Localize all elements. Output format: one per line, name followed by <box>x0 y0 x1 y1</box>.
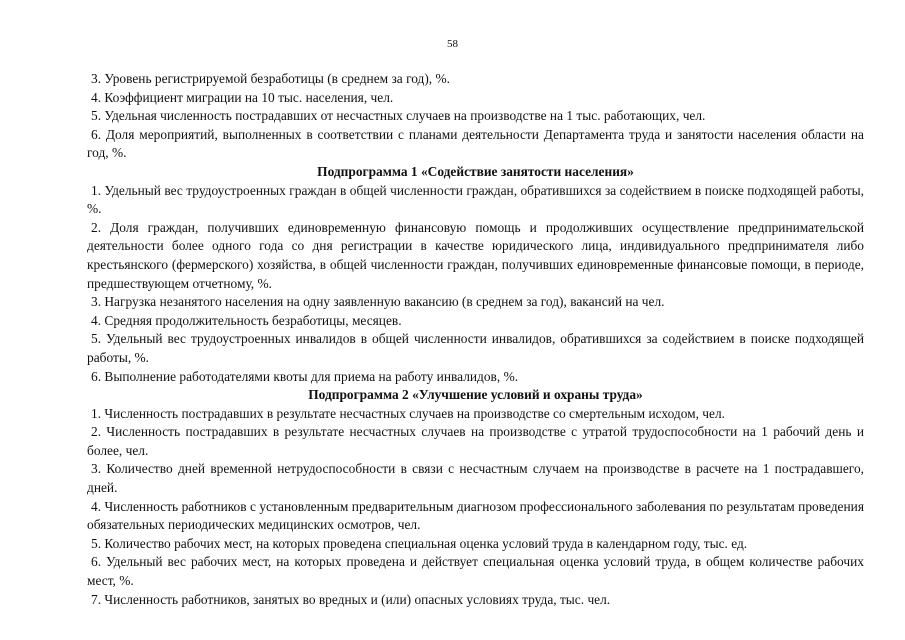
subprogram1-heading: Подпрограмма 1 «Содействие занятости населения» <box>317 163 634 179</box>
intro-item-6: 6. Доля мероприятий, выполненных в соответствии с планами деятельности Департамента труда и занятости населения области на год, %. <box>87 126 864 161</box>
subprogram2-item-7: 7. Численность работников, занятых во вредных и (или) опасных условиях труда, тыс. чел. <box>91 591 611 607</box>
subprogram2-item-5: 5. Количество рабочих мест, на которых проведена специальная оценка условий труда в календарном году, тыс. ед. <box>91 535 748 551</box>
subprogram2-heading: Подпрограмма 2 «Улучшение условий и охраны труда» <box>308 387 643 403</box>
intro-item-5: 5. Удельная численность пострадавших от несчастных случаев на производстве на 1 тыс. работающих, чел. <box>91 108 706 124</box>
intro-item-3: 3. Уровень регистрируемой безработицы (в среднем за год), %. <box>91 71 451 86</box>
subprogram1-item-1: 1. Удельный вес трудоустроенных граждан в общей численности граждан, обратившихся за содействием в поиске подходящей работы, %. <box>87 182 864 217</box>
page-number: 58 <box>447 38 458 50</box>
intro-item-4: 4. Коэффициент миграции на 10 тыс. населения, чел. <box>91 89 394 105</box>
subprogram2-item-6: 6. Удельный вес рабочих мест, на которых проведена и действует специальная оценка условий труда, в общем количестве рабочих мест, %. <box>87 554 864 589</box>
subprogram2-item-4: 4. Численность работников с установленным предварительным диагнозом профессионального заболевания по результатам проведения обязательных периодических медицинских осмотров, чел. <box>87 498 864 533</box>
subprogram1-item-6: 6. Выполнение работодателями квоты для приема на работу инвалидов, %. <box>91 368 519 384</box>
subprogram1-item-3: 3. Нагрузка незанятого населения на одну заявленную вакансию (в среднем за год), вакансий на чел. <box>91 294 665 310</box>
subprogram1-item-5: 5. Удельный вес трудоустроенных инвалидов в общей численности инвалидов, обратившихся за содействием в поиске подходящей работы, %. <box>87 331 864 365</box>
subprogram1-item-4: 4. Средняя продолжительность безработицы, месяцев. <box>91 312 402 328</box>
document-body <box>87 70 864 609</box>
subprogram2-item-2: 2. Численность пострадавших в результате несчастных случаев на производстве с утратой трудоспособности на 1 рабочий день и более, чел. <box>87 424 864 458</box>
subprogram1-item-2: 2. Доля граждан, получивших единовременную финансовую помощь и продолживших осуществление предпринимательской деятельности более одного года со дня регистрации в качестве юридического лица, индивидуального предпринимателя либо крестьянского (фермерского) хозяйства, в общей численности граждан, получивших единовременные финансовые помощи, в периоде, предшествующем отчетному, %. <box>87 219 864 291</box>
subprogram2-item-1: 1. Численность пострадавших в результате несчастных случаев на производстве со смертельным исходом, чел. <box>91 405 726 421</box>
subprogram2-item-3: 3. Количество дней временной нетрудоспособности в связи с несчастным случаем на производстве в расчете на 1 пострадавшего, дней. <box>87 461 864 496</box>
